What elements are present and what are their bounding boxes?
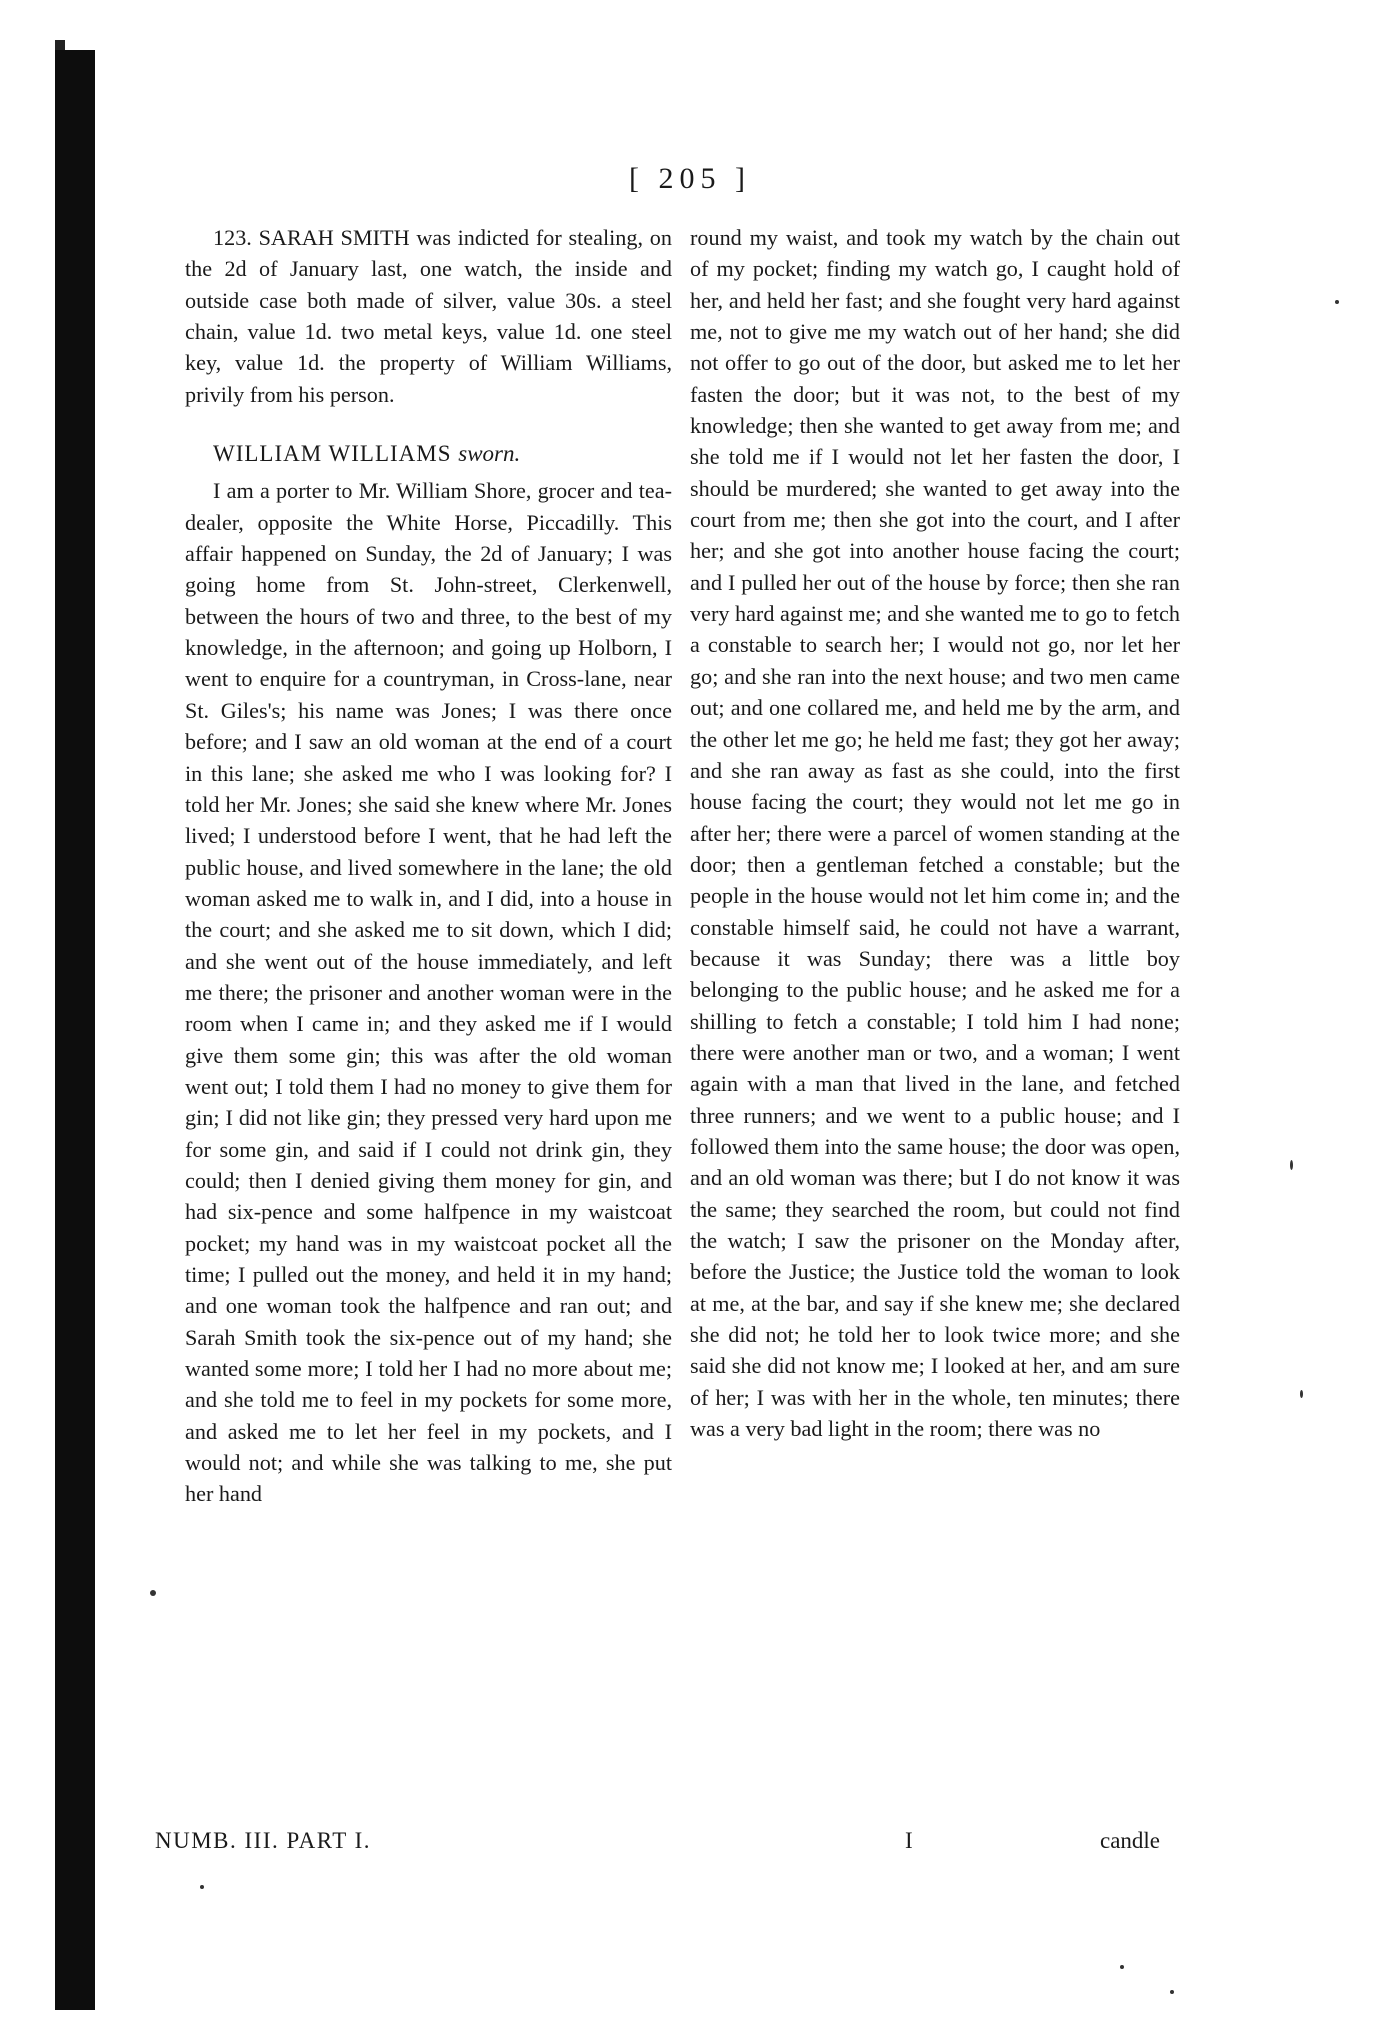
left-column [185, 222, 672, 1510]
witness-name: WILLIAM WILLIAMS [213, 441, 452, 467]
signature-mark: I [905, 1828, 913, 1853]
witness-sworn: sworn. [458, 441, 521, 467]
witness-heading [185, 438, 672, 469]
case-indictment-paragraph: 123. SARAH SMITH was indicted for stealing, on the 2d of January last, one watch, the inside and outside case both made of silver, value 30s. a steel chain, value 1d. two metal keys, value 1d. one steel key, value 1d. the property of William Williams, privily from his person. [185, 225, 672, 407]
page-number: [ 205 ] [629, 162, 751, 195]
scan-speck [1290, 1160, 1293, 1170]
witness-testimony-continued: round my waist, and took my watch by the chain out of my pocket; finding my watch go, I caught hold of her, and held her fast; and she fought very hard against me, not to give me my watch out of her hand; she did not offer to go out of the door, but asked me to let her fasten the door; but it was not, to the best of my knowledge; then she wanted to get away from me; and she told me if I would not let her fasten the door, I should be murdered; she wanted to get away into the court from me; then she got into the court, and I after her; and she got into another house facing the court; and I pulled her out of the house by force; then she ran very hard against me; and she wanted me to go to fetch a constable to search her; I would not go, nor let her go; and she ran into the next house; and two men came out; and one collared me, and held me by the arm, and the other let me go; he held me fast; they got her away; and she ran away as fast as she could, into the first house facing the court; they would not let me go in after her; there were a parcel of women standing at the door; then a gentleman fetched a constable; but the people in the house would not let him come in; and the constable himself said, he could not have a warrant, because it was Sunday; there was a little boy belonging to the public house; and he asked me for a shilling to fetch a constable; I told him I had none; there were another man or two, and a woman; I went again with a man that lived in the lane, and fetched three runners; and we went to a public house; and I followed them into the same house; the door was open, and an old woman was there; but I do not know it was the same; they searched the room, but could not find the watch; I saw the prisoner on the Monday after, before the Justice; the Justice told the woman to look at me, at the bar, and say if she knew me; she declared she did not; he told her to look twice more; and she said she did not know me; I looked at her, and am sure of her; I was with her in the whole, ten minutes; there was a very bad light in the room; there was no [690, 225, 1180, 1442]
right-column [690, 222, 1180, 1444]
scan-speck [200, 1885, 204, 1889]
book-binding-edge [55, 50, 95, 2010]
catchword: candle [1100, 1828, 1161, 1853]
scan-speck [150, 1590, 156, 1596]
witness-testimony: I am a porter to Mr. William Shore, grocer and tea-dealer, opposite the White Horse, Piccadilly. This affair happened on Sunday, the 2d of January; I was going home from St. John-street, Clerkenwell, between the hours of two and three, to the best of my knowledge, in the afternoon; and going up Holborn, I went to enquire for a countryman, in Cross-lane, near St. Giles's; his name was Jones; I was there once before; and I saw an old woman at the end of a court in this lane; she asked me who I was looking for? I told her Mr. Jones; she said she knew where Mr. Jones lived; I understood before I went, that he had left the public house, and lived somewhere in the lane; the old woman asked me to walk in, and I did, into a house in the court; and she asked me to sit down, which I did; and she went out of the house immediately, and left me there; the prisoner and another woman were in the room when I came in; and they asked me if I would give them some gin; this was after the old woman went out; I told them I had no money to give them for gin; I did not like gin; they pressed very hard upon me for some gin, and said if I could not drink gin, they could; then I denied giving them money for gin, and had six-pence and some halfpence in my waistcoat pocket; my hand was in my waistcoat pocket all the time; I pulled out the money, and held it in my hand; and one woman took the halfpence and ran out; and Sarah Smith took the six-pence out of my hand; she wanted some more; I told her I had no more about me; and she told me to feel in my pockets for some more, and asked me to let her feel in my pockets, and I would not; and while she was talking to me, she put her hand [185, 478, 672, 1507]
scan-speck [1170, 1990, 1174, 1994]
number-part-footer: NUMB. III. PART I. [155, 1828, 372, 1853]
scan-speck [1335, 300, 1339, 304]
scan-speck [1120, 1965, 1124, 1969]
scan-speck [1300, 1390, 1303, 1398]
